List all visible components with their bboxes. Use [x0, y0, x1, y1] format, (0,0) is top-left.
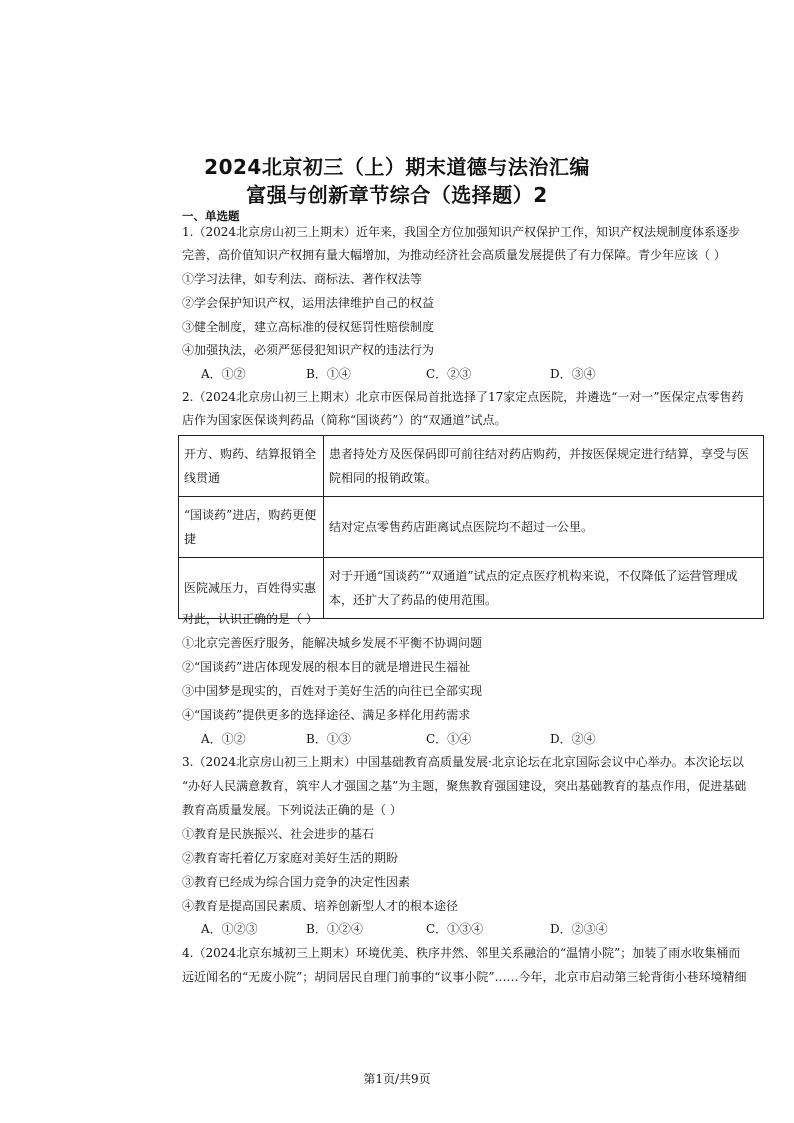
q2-item-4: ④“国谈药”提供更多的选择途径、满足多样化用药需求 — [182, 708, 471, 722]
q2-option-b[interactable]: B．①③ — [306, 732, 351, 746]
q2-item-1: ①北京完善医疗服务，能解决城乡发展不平衡不协调问题 — [182, 636, 483, 650]
q1-stem-line-1: 1.（2024北京房山初三上期末）近年来，我国全方位加强知识产权保护工作，知识产权法规制度体系逐步 — [182, 225, 740, 239]
table-cell-text: 患者持处方及医保码即可前往结对药店购药，并按医保规定进行结算，享受与医院相同的报销政策。 — [324, 436, 764, 497]
q1-item-3: ③健全制度，建立高标准的侵权惩罚性赔偿制度 — [182, 320, 435, 334]
q1-item-2: ②学会保护知识产权，运用法律维护自己的权益 — [182, 296, 435, 310]
q3-option-a[interactable]: A．①②③ — [201, 922, 258, 936]
page-number: 第1页/共9页 — [363, 1072, 431, 1086]
q2-item-2: ②“国谈药”进店体现发展的根本目的就是增进民生福祉 — [182, 660, 471, 674]
q3-item-2: ②教育寄托着亿万家庭对美好生活的期盼 — [182, 851, 399, 865]
q3-item-4: ④教育是提高国民素质、培养创新型人才的根本途径 — [182, 899, 459, 913]
q2-item-3: ③中国梦是现实的，百姓对于美好生活的向往已全部实现 — [182, 684, 483, 698]
document-subtitle: 富强与创新章节综合（选择题）2 — [246, 183, 548, 207]
q4-stem-line-1: 4.（2024北京东城初三上期末）环境优美、秩序井然、邻里关系融洽的“温情小院”；加装了雨水收集桶而 — [182, 946, 741, 960]
q3-item-1: ①教育是民族振兴、社会进步的基石 — [182, 827, 375, 841]
table-cell-text: 结对定点零售药店距离试点医院均不超过一公里。 — [324, 497, 764, 558]
q2-option-d[interactable]: D．②④ — [550, 732, 596, 746]
document-title: 2024北京初三（上）期末道德与法治汇编 — [204, 155, 590, 179]
q2-stem-line-1: 2.（2024北京房山初三上期末）北京市医保局首批选择了17家定点医院，并遴选“一对一”医保定点零售药 — [182, 390, 744, 404]
table-cell-text: 对于开通“国谈药”“双通道”试点的定点医疗机构来说，不仅降低了运营管理成本，还扩大了药品的使用范围。 — [324, 558, 764, 619]
q3-stem-line-1: 3.（2024北京房山初三上期末）中国基础教育高质量发展·北京论坛在北京国际会议中心举办。本次论坛以 — [182, 755, 744, 769]
table-cell-label: 医院减压力，百姓得实惠 — [179, 558, 324, 619]
q2-stem-line-2: 店作为国家医保谈判药品（简称“国谈药”）的“双通道”试点。 — [182, 413, 507, 427]
q1-option-c[interactable]: C．②③ — [426, 367, 472, 381]
q1-option-d[interactable]: D．③④ — [550, 367, 596, 381]
q1-option-b[interactable]: B．①④ — [306, 367, 351, 381]
table-row — [179, 436, 764, 497]
q3-option-c[interactable]: C．①③④ — [426, 922, 484, 936]
q1-option-a[interactable]: A．①② — [201, 367, 246, 381]
section-heading: 一、单选题 — [182, 209, 240, 223]
q2-option-a[interactable]: A．①② — [201, 732, 246, 746]
policy-table — [178, 435, 764, 619]
table-row — [179, 497, 764, 558]
q3-stem-line-2: “办好人民满意教育，筑牢人才强国之基”为主题，聚焦教育强国建设，突出基础教育的基点作用，促进基础 — [182, 779, 747, 793]
q3-option-d[interactable]: D．②③④ — [550, 922, 608, 936]
q1-item-1: ①学习法律，如专利法、商标法、著作权法等 — [182, 272, 423, 286]
table-cell-label: “国谈药”进店，购药更便捷 — [179, 497, 324, 558]
q4-stem-line-2: 远近闻名的“无废小院”；胡同居民自理门前事的“议事小院”……今年，北京市启动第三轮背街小巷环境精细 — [182, 970, 747, 984]
q3-option-b[interactable]: B．①②④ — [306, 922, 363, 936]
table-row — [179, 558, 764, 619]
q1-item-4: ④加强执法，必须严惩侵犯知识产权的违法行为 — [182, 343, 435, 357]
q3-item-3: ③教育已经成为综合国力竞争的决定性因素 — [182, 875, 411, 889]
q3-stem-line-3: 教育高质量发展。下列说法正确的是（ ） — [182, 803, 402, 817]
table-cell-label: 开方、购药、结算报销全线贯通 — [179, 436, 324, 497]
q2-question: 对此，认识正确的是（ ） — [182, 612, 318, 626]
q1-stem-line-2: 完善，高价值知识产权拥有量大幅增加，为推动经济社会高质量发展提供了有力保障。青少年应该（ ） — [182, 248, 726, 262]
q2-option-c[interactable]: C．①④ — [426, 732, 472, 746]
